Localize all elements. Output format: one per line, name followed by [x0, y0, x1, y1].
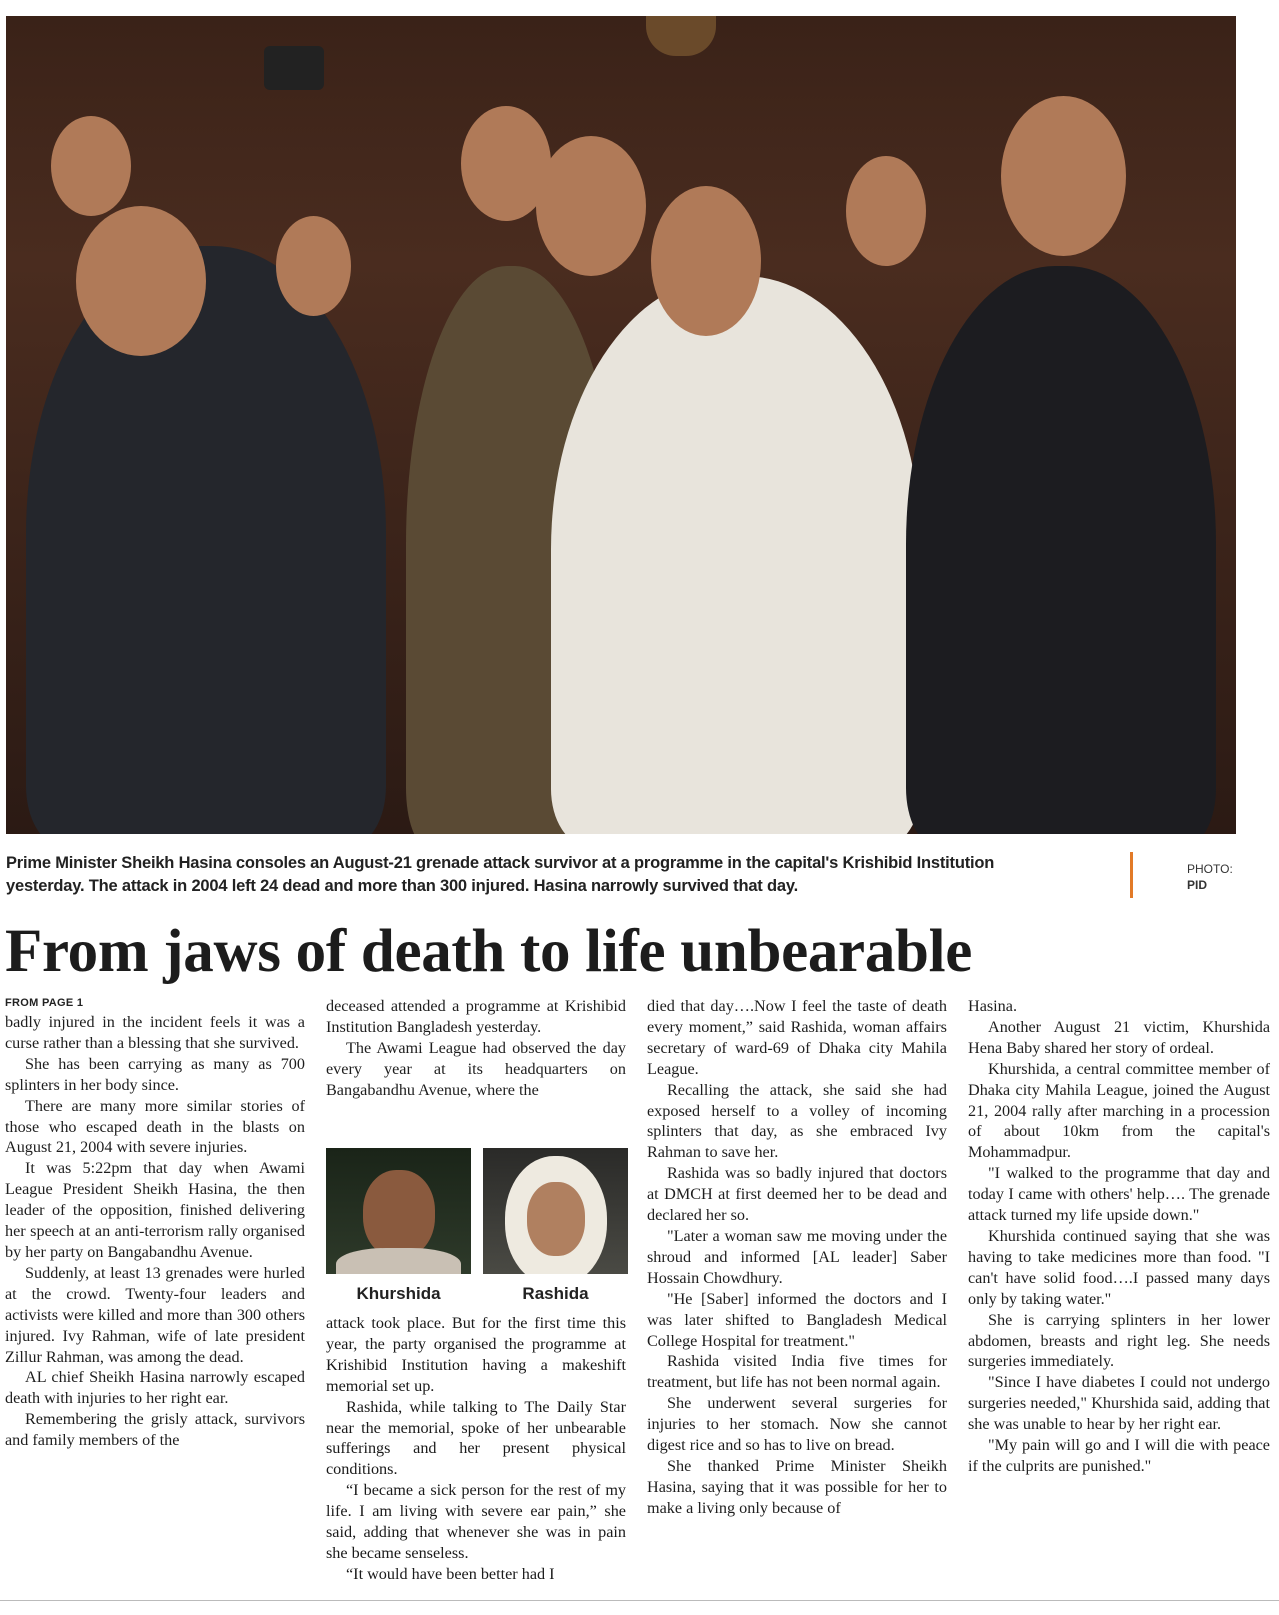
paragraph: "I walked to the programme that day and today I came with others' help…. The grenade attack turned my life upside down."	[968, 1164, 1270, 1225]
paragraph: died that day….Now I feel the taste of death every moment,” said Rashida, woman affairs secretary of ward-69 of Dhaka city Mahila League.	[647, 997, 947, 1078]
article-column-4	[968, 996, 1270, 1477]
camera-icon	[264, 46, 324, 90]
photo-credit	[1187, 861, 1233, 893]
paragraph: Suddenly, at least 13 grenades were hurled at the crowd. Twenty-four leaders and activists were killed and more than 300 others injured. Ivy Rahman, wife of late president Zillur Rahman, was among the dead.	[5, 1263, 305, 1366]
paragraph: badly injured in the incident feels it was a curse rather than a blessing that she survived.	[5, 1013, 305, 1052]
article-headline: From jaws of death to life unbearable	[5, 918, 973, 985]
paragraph: Remembering the grisly attack, survivors and family members of the	[5, 1410, 305, 1450]
paragraph: Khurshida, a central committee member of Dhaka city Mahila League, joined the August 21, 2004 rally after marching in a procession of about 10km from the capital's Mohammadpur.	[968, 1059, 1270, 1162]
paragraph: Rashida was so badly injured that doctors at DMCH at first deemed her to be dead and declared her so.	[647, 1164, 947, 1225]
paragraph: She has been carrying as many as 700 splinters in her body since.	[5, 1054, 305, 1094]
article-column-1	[5, 996, 305, 1451]
paragraph: AL chief Sheikh Hasina narrowly escaped death with injuries to her right ear.	[5, 1368, 305, 1408]
paragraph: deceased attended a programme at Krishibid Institution Bangladesh yesterday.	[326, 997, 626, 1036]
paragraph: It was 5:22pm that day when Awami League President Sheikh Hasina, the then leader of the opposition, finished delivering her speech at an anti-terrorism rally organised by her party on Bangabandhu Avenue.	[5, 1159, 305, 1261]
guard-head	[536, 136, 646, 276]
inset-portraits	[326, 1148, 626, 1308]
inset-name-khurshida: Khurshida	[356, 1284, 441, 1303]
official-head	[1001, 96, 1126, 256]
paragraph: The Awami League had observed the day every year at its headquarters on Bangabandhu Avenue, where the	[326, 1038, 626, 1099]
paragraph: "My pain will go and I will die with peace if the culprits are punished."	[968, 1436, 1270, 1475]
rashida-photo	[483, 1148, 628, 1274]
paragraph: "Since I have diabetes I could not undergo surgeries needed," Khurshida said, adding that she was unable to hear by her right ear.	[968, 1373, 1270, 1434]
crowd-head	[846, 156, 926, 266]
official-figure	[906, 266, 1216, 834]
paragraph: "Later a woman saw me moving under the shroud and informed [AL leader] Saber Hossain Chowdhury.	[647, 1226, 947, 1287]
from-page-label: FROM PAGE 1	[5, 997, 84, 1009]
page-bottom-rule	[0, 1600, 1279, 1601]
paragraph: She is carrying splinters in her lower abdomen, breasts and right leg. She needs surgeries immediately.	[968, 1310, 1270, 1371]
photo-credit-label: PHOTO:	[1187, 862, 1233, 876]
survivor-head	[76, 206, 206, 356]
paragraph: attack took place. But for the first time this year, the party organised the programme at Krishibid Institution having a makeshift memorial set up.	[326, 1314, 626, 1395]
news-photo	[6, 16, 1236, 834]
crowd-head	[276, 216, 351, 316]
credit-divider	[1130, 852, 1133, 898]
crowd-head	[51, 116, 131, 216]
paragraph: “It would have been better had I	[346, 1564, 555, 1583]
prime-minister-figure	[551, 276, 921, 834]
paragraph: Khurshida continued saying that she was having to take medicines more than food. "I can't have solid food….I passed many days only by taking water."	[968, 1226, 1270, 1308]
paragraph: She thanked Prime Minister Sheikh Hasina, saying that it was possible for her to make a living only because of	[647, 1456, 947, 1517]
article-column-2-continued	[326, 1313, 626, 1585]
photo-credit-source: PID	[1187, 878, 1208, 892]
article-column-2	[326, 996, 626, 1101]
paragraph: Recalling the attack, she said she had exposed herself to a volley of incoming splinters that day, as she embraced Ivy Rahman to save her.	[647, 1080, 947, 1162]
paragraph: Hasina.	[968, 997, 1017, 1015]
crowd-head	[461, 106, 551, 221]
paragraph: Rashida visited India five times for treatment, but life has not been normal again.	[647, 1352, 947, 1392]
paragraph: Another August 21 victim, Khurshida Hena Baby shared her story of ordeal.	[968, 1017, 1270, 1057]
khurshida-photo	[326, 1148, 471, 1274]
portrait-shirt	[336, 1248, 461, 1274]
portrait-face-icon	[363, 1170, 435, 1258]
paragraph: Rashida, while talking to The Daily Star near the memorial, spoke of her unbearable sufferings and her present physical conditions.	[326, 1397, 626, 1479]
survivor-figure	[26, 246, 386, 834]
portrait-face-icon	[527, 1182, 585, 1256]
prime-minister-head	[651, 186, 761, 336]
paragraph: “I became a sick person for the rest of my life. I am living with severe ear pain,” she said, adding that whenever she was in pain she became senseless.	[326, 1481, 626, 1562]
paragraph: "He [Saber] informed the doctors and I was later shifted to Bangladesh Medical College Hospital for treatment."	[647, 1289, 947, 1350]
inset-name-rashida: Rashida	[522, 1284, 589, 1303]
paragraph: There are many more similar stories of those who escaped death in the blasts on August 21, 2004 with severe injuries.	[5, 1096, 305, 1157]
ceiling-lamp	[646, 16, 716, 56]
article-column-3	[647, 996, 947, 1519]
photo-caption: Prime Minister Sheikh Hasina consoles an August-21 grenade attack survivor at a programme in the capital's Krishibid Institution yesterday. The attack in 2004 left 24 dead and more than 300 injured. Hasina narrowly survived that day.	[6, 854, 995, 895]
paragraph: She underwent several surgeries for injuries to her stomach. Now she cannot digest rice and so has to live on bread.	[647, 1394, 947, 1455]
